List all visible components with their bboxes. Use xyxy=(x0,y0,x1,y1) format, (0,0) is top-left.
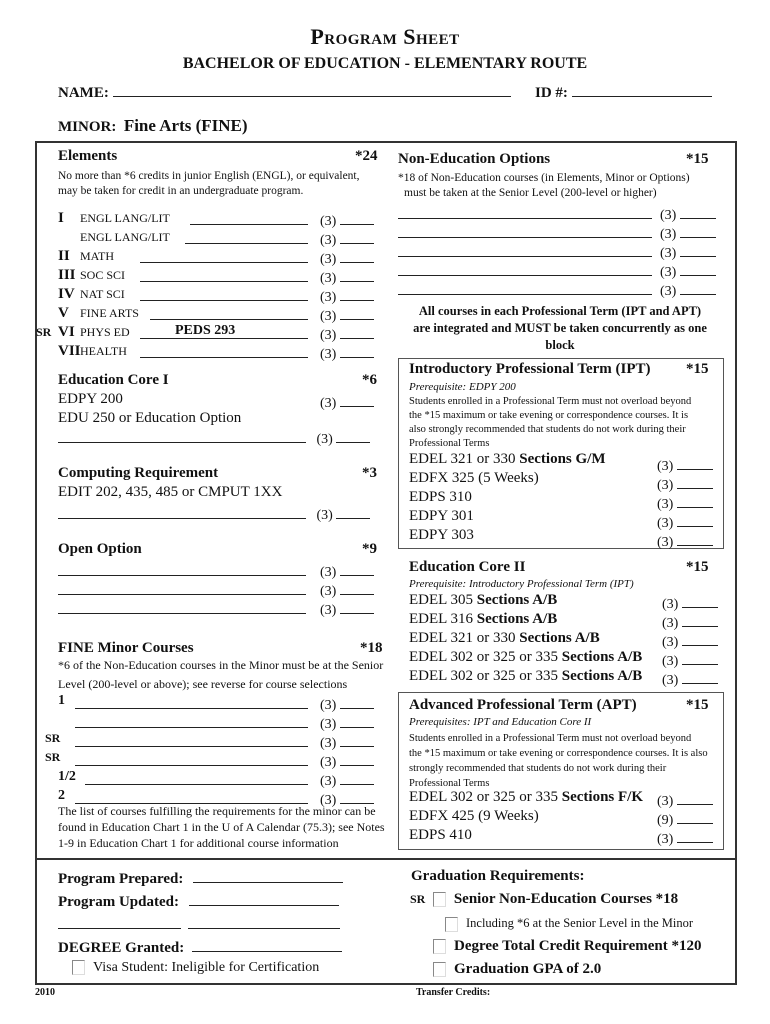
minor-label: MINOR: xyxy=(58,119,117,135)
element-category: SOC SCI xyxy=(80,268,126,282)
grade-field[interactable] xyxy=(340,229,374,244)
note-line: also strongly recommended that students do not work during their xyxy=(409,424,686,435)
visa-row xyxy=(72,960,319,976)
element-category: NAT SCI xyxy=(80,287,125,301)
credit-cell xyxy=(320,229,374,249)
grade-field[interactable] xyxy=(340,580,374,595)
credit-value: (3) xyxy=(320,396,337,411)
credit-cell xyxy=(657,809,713,829)
course-field[interactable] xyxy=(75,732,308,747)
computing-course: EDIT 202, 435, 485 or CMPUT 1XX xyxy=(58,484,283,500)
credit-cell xyxy=(657,493,713,513)
grade-field[interactable] xyxy=(340,305,374,320)
course-field[interactable] xyxy=(140,267,308,282)
course-section: Sections A/B xyxy=(561,649,643,665)
nonedu-credits: *15 xyxy=(686,151,709,167)
sr-marker: SR xyxy=(45,750,61,764)
computing-row xyxy=(58,504,370,524)
credit-value: (3) xyxy=(657,794,674,809)
credit-cell xyxy=(320,789,374,809)
program-updated-field[interactable] xyxy=(189,891,339,906)
credit-cell xyxy=(320,751,374,771)
elements-row xyxy=(58,209,170,227)
note-line: Students enrolled in a Professional Term must not overload beyond xyxy=(409,733,692,744)
credit-value: (3) xyxy=(662,616,679,631)
course-field[interactable] xyxy=(75,713,308,728)
credit-cell xyxy=(320,248,374,268)
program-prepared-row xyxy=(58,868,343,888)
grade-field[interactable] xyxy=(680,204,716,219)
ipt-credits: *15 xyxy=(686,361,709,377)
elements-note: No more than *6 credits in junior English (ENGL), or equivalent, xyxy=(58,170,360,182)
credit-cell xyxy=(660,242,716,262)
grade-field[interactable] xyxy=(677,455,713,470)
degree-granted-field[interactable] xyxy=(192,937,342,952)
course-field[interactable] xyxy=(140,343,308,358)
course-item xyxy=(409,827,472,844)
grade-field[interactable] xyxy=(677,493,713,508)
grade-field[interactable] xyxy=(682,631,718,646)
integrated-line: All courses in each Professional Term (IPT and APT) xyxy=(418,304,702,318)
credit-value: (3) xyxy=(660,227,677,242)
elements-row xyxy=(58,285,125,303)
ipt-prereq: Prerequisite: EDPY 200 xyxy=(409,381,516,393)
elements-row xyxy=(58,304,139,322)
integrated-line: are integrated and MUST be taken concurrently as one xyxy=(413,321,707,335)
course-code: EDFX 325 (5 Weeks) xyxy=(409,470,539,486)
credit-value: (3) xyxy=(660,265,677,280)
grade-field[interactable] xyxy=(682,612,718,627)
course-field[interactable] xyxy=(140,248,308,263)
elements-title: Elements xyxy=(58,148,118,164)
minor-row-tag: 1/2 xyxy=(58,769,76,784)
credit-value: (3) xyxy=(657,459,674,474)
grade-field[interactable] xyxy=(680,242,716,257)
course-field[interactable] xyxy=(398,261,652,276)
credit-value: (3) xyxy=(320,290,337,305)
elements-credits: *24 xyxy=(355,148,378,164)
edcore1-credits: *6 xyxy=(362,372,377,388)
credit-value: (3) xyxy=(657,497,674,512)
element-category: HEALTH xyxy=(80,344,127,358)
req-label: Graduation GPA of 2.0 xyxy=(454,961,602,977)
credit-value: (3) xyxy=(316,432,333,447)
credit-cell xyxy=(320,713,374,733)
credit-value: (3) xyxy=(320,309,337,324)
credit-value: (3) xyxy=(662,673,679,688)
credit-cell xyxy=(657,828,713,848)
minor-row-tag: 1 xyxy=(58,693,65,708)
credit-cell xyxy=(320,343,374,363)
credit-cell xyxy=(320,324,374,344)
open-title: Open Option xyxy=(58,541,142,557)
credit-value: (3) xyxy=(320,755,337,770)
course-field[interactable] xyxy=(140,286,308,301)
course-item xyxy=(409,611,557,628)
grade-field[interactable] xyxy=(677,474,713,489)
course-code: EDPS 310 xyxy=(409,489,472,505)
course-code: EDEL 321 or 330 xyxy=(409,630,520,646)
note-line: the *15 maximum or take evening or correspondence courses. It is xyxy=(409,410,689,421)
senior-checkbox[interactable] xyxy=(433,892,446,907)
visa-checkbox[interactable] xyxy=(72,960,85,975)
integrated-line: block xyxy=(545,338,575,352)
program-prepared-label: Program Prepared: xyxy=(58,871,184,887)
grade-field[interactable] xyxy=(677,531,713,546)
course-field[interactable] xyxy=(398,280,652,295)
credit-value: (3) xyxy=(657,516,674,531)
element-category: MATH xyxy=(80,249,115,263)
page-subtitle: BACHELOR OF EDUCATION - ELEMENTARY ROUTE xyxy=(182,55,588,72)
apt-prereq: Prerequisites: IPT and Education Core II xyxy=(409,716,592,728)
sr-marker: SR xyxy=(36,325,52,339)
credit-value: (3) xyxy=(660,246,677,261)
edcore1-course: EDU 250 or Education Option xyxy=(58,410,242,426)
elements-row xyxy=(58,228,170,246)
course-field[interactable] xyxy=(190,210,308,225)
element-number: VI xyxy=(58,324,75,340)
credit-cell xyxy=(320,305,374,325)
element-number: I xyxy=(58,210,64,226)
visa-label: Visa Student: Ineligible for Certification xyxy=(93,960,320,975)
course-item xyxy=(409,649,642,666)
course-item xyxy=(409,508,474,525)
grad-req-minor xyxy=(445,916,693,932)
credit-value: (3) xyxy=(316,508,333,523)
course-item xyxy=(409,808,539,825)
grade-field[interactable] xyxy=(340,248,374,263)
graduation-title: Graduation Requirements: xyxy=(411,868,585,884)
credit-cell xyxy=(320,210,374,230)
program-updated-label: Program Updated: xyxy=(58,894,179,910)
grade-field[interactable] xyxy=(340,732,374,747)
grade-field[interactable] xyxy=(677,828,713,843)
signature-row xyxy=(58,914,340,934)
grade-field[interactable] xyxy=(680,223,716,238)
elements-row xyxy=(58,323,130,341)
credit-value: (3) xyxy=(320,736,337,751)
course-code: EDFX 425 (9 Weeks) xyxy=(409,808,539,824)
credit-cell xyxy=(662,669,718,689)
course-code: EDPY 303 xyxy=(409,527,474,543)
program-updated-row xyxy=(58,891,339,911)
edcore1-course: EDPY 200 xyxy=(58,391,123,407)
note-line: Professional Terms xyxy=(409,778,490,789)
course-field[interactable] xyxy=(75,694,308,709)
credit-cell xyxy=(660,223,716,243)
credit-cell xyxy=(657,531,713,551)
credit-value: (3) xyxy=(320,565,337,580)
course-code: EDEL 316 xyxy=(409,611,477,627)
course-code: EDEL 302 or 325 or 335 xyxy=(409,789,562,805)
computing-title: Computing Requirement xyxy=(58,465,219,481)
nonedu-note: must be taken at the Senior Level (200-level or higher) xyxy=(404,187,657,199)
req-label: Degree Total Credit Requirement *120 xyxy=(454,938,702,954)
elements-note: may be taken for credit in an undergraduate program. xyxy=(58,185,304,197)
credit-value: (3) xyxy=(320,252,337,267)
course-code: EDEL 302 or 325 or 335 xyxy=(409,649,562,665)
minor-note: Level (200-level or above); see reverse for course selections xyxy=(58,677,348,691)
course-field[interactable] xyxy=(398,204,652,219)
grade-field[interactable] xyxy=(677,512,713,527)
credit-value: (3) xyxy=(320,698,337,713)
course-field[interactable] xyxy=(75,751,308,766)
edcore2-title: Education Core II xyxy=(409,559,526,575)
credit-value: (9) xyxy=(657,813,674,828)
nonedu-title: Non-Education Options xyxy=(398,151,551,167)
grade-field[interactable] xyxy=(682,593,718,608)
gpa-checkbox[interactable] xyxy=(433,962,446,977)
course-field[interactable] xyxy=(58,504,306,519)
minor-note: *6 of the Non-Education courses in the Minor must be at the Senior xyxy=(58,658,384,672)
course-item xyxy=(409,451,606,468)
transfer-credits-label: Transfer Credits: xyxy=(416,987,491,998)
grade-field[interactable] xyxy=(340,324,374,339)
edcore2-credits: *15 xyxy=(686,559,709,575)
note-line: the *15 maximum or take evening or correspondence courses. It is also xyxy=(409,748,708,759)
name-row xyxy=(58,82,511,102)
credit-value: (3) xyxy=(320,233,337,248)
credit-value: (3) xyxy=(320,793,337,808)
course-code: EDPS 410 xyxy=(409,827,472,843)
course-field[interactable] xyxy=(185,229,308,244)
apt-credits: *15 xyxy=(686,697,709,713)
course-code: EDEL 305 xyxy=(409,592,477,608)
credit-value: (3) xyxy=(320,347,337,362)
element-category: ENGL LANG/LIT xyxy=(80,211,170,225)
ipt-title: Introductory Professional Term (IPT) xyxy=(409,361,651,377)
credit-value: (3) xyxy=(320,603,337,618)
course-code: EDEL 321 or 330 xyxy=(409,451,520,467)
edcore2-prereq: Prerequisite: Introductory Professional Term (IPT) xyxy=(409,578,634,590)
element-category: FINE ARTS xyxy=(80,306,139,320)
apt-note xyxy=(409,731,708,791)
credit-cell xyxy=(320,267,374,287)
grade-field[interactable] xyxy=(340,267,374,282)
credit-cell xyxy=(657,455,713,475)
degree-granted-label: DEGREE Granted: xyxy=(58,940,185,956)
course-field[interactable] xyxy=(58,580,306,595)
course-code: EDPY 301 xyxy=(409,508,474,524)
course-item xyxy=(409,592,557,609)
credit-value: (3) xyxy=(320,271,337,286)
element-number: III xyxy=(58,267,76,283)
course-section: Sections A/B xyxy=(561,668,643,684)
credit-cell xyxy=(320,599,374,619)
name-field[interactable] xyxy=(113,82,511,97)
credit-value: (3) xyxy=(320,774,337,789)
elements-row xyxy=(58,266,125,284)
credit-cell xyxy=(662,631,718,651)
course-field[interactable] xyxy=(58,561,306,576)
minor-credits: *18 xyxy=(360,640,383,656)
credit-cell xyxy=(320,580,374,600)
course-item xyxy=(409,527,474,544)
credit-cell xyxy=(320,694,374,714)
name-label: NAME: xyxy=(58,85,109,101)
degree-granted-row xyxy=(58,937,342,957)
credit-value: (3) xyxy=(320,214,337,229)
credit-value: (3) xyxy=(657,478,674,493)
grad-req-total xyxy=(433,938,701,955)
grade-field[interactable] xyxy=(340,789,374,804)
grade-field[interactable] xyxy=(340,694,374,709)
minor-value: Fine Arts (FINE) xyxy=(123,116,248,135)
id-field[interactable] xyxy=(572,82,712,97)
course-item xyxy=(409,668,642,685)
computing-credits: *3 xyxy=(362,465,377,481)
grade-field[interactable] xyxy=(340,286,374,301)
course-item xyxy=(409,630,600,647)
element-category: ENGL LANG/LIT xyxy=(80,230,170,244)
grade-field[interactable] xyxy=(340,210,374,225)
id-row xyxy=(535,82,712,102)
note-line: Students enrolled in a Professional Term must not overload beyond xyxy=(409,396,692,407)
credit-cell xyxy=(660,280,716,300)
nonedu-note: *18 of Non-Education courses (in Elements, Minor or Options) xyxy=(398,172,690,184)
element-number: IV xyxy=(58,286,75,302)
grad-req-senior xyxy=(410,891,678,908)
credit-cell xyxy=(660,261,716,281)
credit-value: (3) xyxy=(320,584,337,599)
program-prepared-field[interactable] xyxy=(193,868,343,883)
grade-field[interactable] xyxy=(680,280,716,295)
credit-cell xyxy=(660,204,716,224)
credit-cell xyxy=(662,593,718,613)
credit-cell xyxy=(320,732,374,752)
divider xyxy=(35,858,735,860)
credit-value: (3) xyxy=(660,208,677,223)
course-item xyxy=(409,470,539,487)
credit-value: (3) xyxy=(320,328,337,343)
credit-value: (3) xyxy=(320,717,337,732)
credit-cell xyxy=(320,561,374,581)
edcore1-row xyxy=(320,392,374,412)
grade-field[interactable] xyxy=(336,428,370,443)
grade-field[interactable] xyxy=(677,790,713,805)
sr-marker: SR xyxy=(45,731,61,745)
credit-value: (3) xyxy=(660,284,677,299)
grade-field[interactable] xyxy=(340,713,374,728)
total-checkbox[interactable] xyxy=(433,939,446,954)
grade-field[interactable] xyxy=(677,809,713,824)
course-field[interactable] xyxy=(75,789,308,804)
edcore1-row xyxy=(58,428,370,448)
course-section: Sections A/B xyxy=(476,611,558,627)
grade-field[interactable] xyxy=(680,261,716,276)
req-label: Senior Non-Education Courses *18 xyxy=(453,891,679,907)
minor-footnote: 1-9 in Education Chart 1 for additional course information xyxy=(58,836,339,850)
course-field[interactable] xyxy=(398,242,652,257)
credit-cell xyxy=(657,512,713,532)
course-section: Sections A/B xyxy=(476,592,558,608)
id-label: ID #: xyxy=(535,85,568,101)
open-credits: *9 xyxy=(362,541,377,557)
minor-footnote: found in Education Chart 1 in the U of A Calendar (75.3); see Notes xyxy=(58,820,385,834)
element-number: V xyxy=(58,305,69,321)
minor-row-tag: 2 xyxy=(58,788,65,803)
sr-marker: SR xyxy=(410,892,426,906)
element-course-value: PEDS 293 xyxy=(175,323,236,338)
credit-value: (3) xyxy=(662,597,679,612)
grade-field[interactable] xyxy=(340,599,374,614)
course-item xyxy=(409,789,643,806)
credit-cell xyxy=(320,770,374,790)
credit-value: (3) xyxy=(662,654,679,669)
minor-row xyxy=(58,116,248,136)
date-field[interactable] xyxy=(188,914,340,929)
course-field[interactable] xyxy=(85,770,308,785)
grade-field[interactable] xyxy=(340,392,374,407)
integrated-note xyxy=(390,303,730,354)
footer-year: 2010 xyxy=(35,987,55,998)
minor-title: FINE Minor Courses xyxy=(58,640,194,656)
grade-field[interactable] xyxy=(340,751,374,766)
ipt-note xyxy=(409,395,691,451)
grade-field[interactable] xyxy=(682,669,718,684)
grade-field[interactable] xyxy=(340,343,374,358)
minor-footnote: The list of courses fulfilling the requirements for the minor can be xyxy=(58,804,376,818)
elements-row xyxy=(58,247,114,265)
element-number: II xyxy=(58,248,70,264)
credit-value: (3) xyxy=(657,535,674,550)
grade-field[interactable] xyxy=(340,770,374,785)
credit-cell xyxy=(657,790,713,810)
note-line: Professional Terms xyxy=(409,438,490,449)
element-category: PHYS ED xyxy=(80,325,130,339)
credit-value: (3) xyxy=(662,635,679,650)
credit-cell xyxy=(662,650,718,670)
signature-field[interactable] xyxy=(58,914,181,929)
grad-req-gpa xyxy=(433,961,601,978)
course-field[interactable] xyxy=(398,223,652,238)
edcore1-title: Education Core I xyxy=(58,372,169,388)
course-section: Sections G/M xyxy=(519,451,606,467)
apt-title: Advanced Professional Term (APT) xyxy=(409,697,637,713)
credit-cell xyxy=(657,474,713,494)
element-number: VII xyxy=(58,343,81,359)
course-section: Sections F/K xyxy=(561,789,644,805)
grade-field[interactable] xyxy=(340,561,374,576)
course-section: Sections A/B xyxy=(519,630,600,646)
page-title: Program Sheet xyxy=(310,24,460,49)
credit-cell xyxy=(320,286,374,306)
note-line: strongly recommended that students do not work during their xyxy=(409,763,667,774)
course-field[interactable] xyxy=(58,599,306,614)
course-code: EDEL 302 or 325 or 335 xyxy=(409,668,562,684)
credit-value: (3) xyxy=(657,832,674,847)
course-field[interactable] xyxy=(58,428,306,443)
grade-field[interactable] xyxy=(682,650,718,665)
elements-row xyxy=(58,342,127,360)
minor-checkbox[interactable] xyxy=(445,917,458,932)
course-field[interactable] xyxy=(150,305,308,320)
course-item xyxy=(409,489,472,506)
grade-field[interactable] xyxy=(336,504,370,519)
credit-cell xyxy=(662,612,718,632)
req-label: Including *6 at the Senior Level in the Minor xyxy=(466,916,694,930)
